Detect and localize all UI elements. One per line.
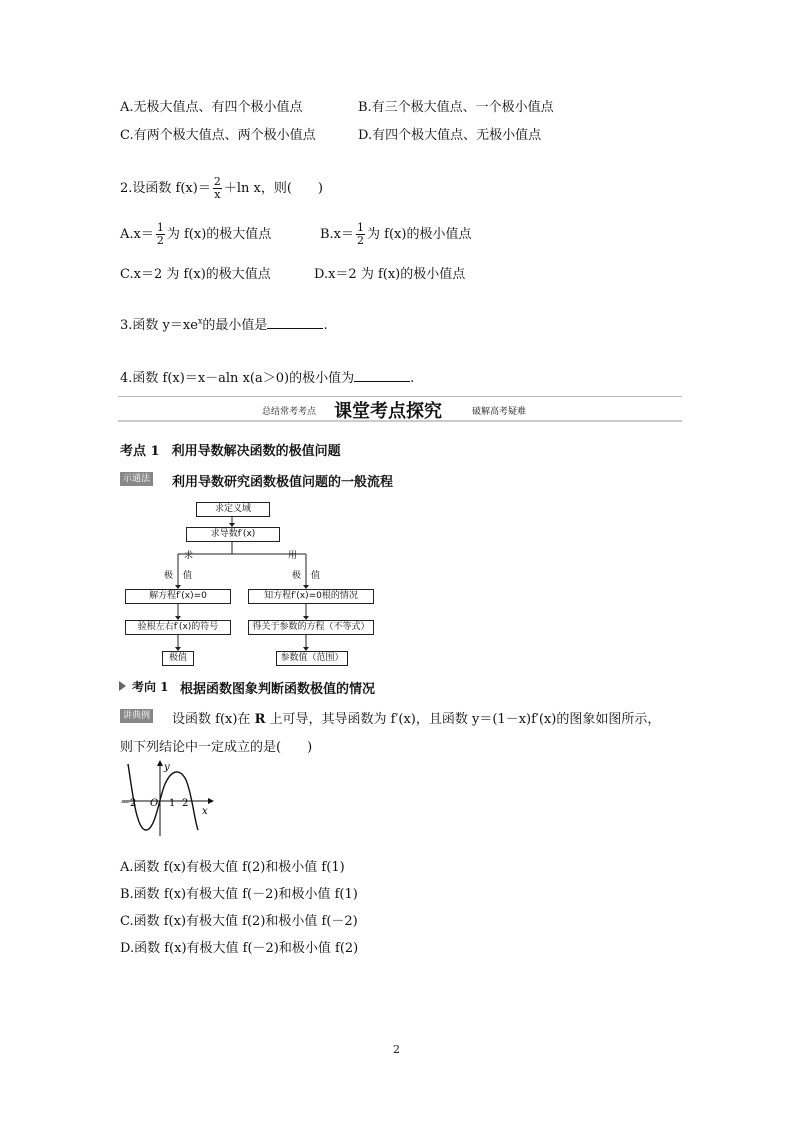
function-graph [118, 758, 218, 838]
q3-sup: x [197, 316, 203, 326]
flow-label-right-ji: 极 [292, 571, 302, 581]
x-label: x [202, 806, 208, 817]
flow-box-root-situation: 知方程f′(x)=0根的情况 [248, 589, 374, 604]
page-number: 2 [393, 1043, 400, 1056]
q1-option-d: D.有四个极大值点、无极小值点 [358, 128, 542, 143]
flow-label-right-zhi: 值 [311, 571, 321, 581]
example-line1-pre: 设函数 f(x)在 [172, 712, 255, 727]
q4-end: . [410, 371, 415, 386]
q4-answer-blank[interactable] [354, 369, 410, 382]
q4-pre: 4.函数 f(x)＝x－aln x(a＞0)的极小值为 [120, 371, 355, 386]
flow-box-solve-equation: 解方程f′(x)=0 [125, 589, 231, 604]
q2-option-b-pre: B.x＝ [320, 227, 355, 242]
tick-1: 1 [169, 798, 176, 809]
banner-title: 课堂考点探究 [334, 401, 442, 422]
q3-pre: 3.函数 y＝xe [120, 318, 198, 333]
x-axis-arrow [208, 798, 214, 804]
example-option-d: D.函数 f(x)有极大值 f(－2)和极小值 f(2) [120, 941, 359, 956]
flow-label-qiu: 求 [184, 551, 194, 561]
flow-box-param-equation: 得关于参数的方程（不等式） [248, 620, 374, 635]
banner-right-text: 破解高考疑难 [472, 407, 527, 417]
tick-neg2: －2 [120, 798, 137, 809]
q1-option-c: C.有两个极大值点、两个极小值点 [120, 128, 316, 143]
example-option-b: B.函数 f(x)有极大值 f(－2)和极小值 f(1) [120, 887, 358, 902]
banner-left-text: 总结常考考点 [262, 407, 317, 417]
flow-label-left-ji: 极 [164, 571, 174, 581]
kaoxiang-title: 根据函数图象判断函数极值的情况 [180, 682, 376, 697]
q3-stem [120, 314, 328, 333]
flow-box-check-sign: 验根左右f′(x)的符号 [125, 620, 231, 635]
q2-option-a [120, 222, 271, 247]
kaodian-label: 考点 1 [120, 444, 160, 459]
q2-option-a-pre: A.x＝ [120, 227, 154, 242]
q4-stem [120, 367, 414, 386]
example-line1 [172, 708, 660, 727]
banner-bottom-rule [118, 420, 682, 422]
q2-fraction [213, 176, 222, 201]
q3-end: . [323, 318, 328, 333]
q2-frac-num: 2 [213, 175, 221, 188]
example-option-c: C.函数 f(x)有极大值 f(2)和极小值 f(－2) [120, 914, 358, 929]
kaoxiang-arrow-icon [118, 680, 128, 692]
flow-label-yong: 用 [288, 551, 298, 561]
kaoxiang-label: 考向 1 [132, 680, 169, 694]
flow-box-derivative: 求导数f′(x) [186, 527, 280, 542]
flow-box-param-range: 参数值（范围） [276, 651, 348, 666]
q2-stem-pre: 2.设函数 f(x)＝ [120, 181, 211, 196]
flowchart-connectors [120, 498, 420, 670]
example-line1-post: 上可导，其导函数为 f′(x)，且函数 y＝(1－x)f′(x)的图象如图所示， [265, 712, 661, 727]
example-line2: 则下列结论中一定成立的是( ) [120, 740, 313, 755]
kaodian-title: 利用导数解决函数的极值问题 [171, 444, 341, 459]
tick-2: 2 [182, 798, 189, 809]
example-icon: 讲典例 [120, 709, 153, 723]
kaodian-heading [120, 440, 341, 459]
tongfa-icon: 示通法 [120, 472, 153, 486]
q1-option-b: B.有三个极大值点、一个极小值点 [358, 100, 554, 115]
q3-answer-blank[interactable] [267, 316, 323, 329]
y-label: y [164, 762, 170, 773]
tick-origin: O [150, 798, 159, 809]
q2-option-c: C.x＝2 为 f(x)的极大值点 [120, 267, 271, 282]
q2-option-b [320, 222, 471, 247]
example-line1-R: R [254, 712, 266, 727]
q2-option-a-frac [156, 222, 165, 247]
q1-option-a: A.无极大值点、有四个极小值点 [120, 100, 303, 115]
flow-box-domain: 求定义域 [196, 502, 270, 517]
q2-option-b-frac [356, 222, 365, 247]
y-axis-arrow [157, 760, 163, 766]
q2-stem [120, 176, 323, 201]
example-option-a: A.函数 f(x)有极大值 f(2)和极小值 f(1) [120, 860, 345, 875]
q2-frac-den: x [214, 188, 221, 201]
q2-stem-post: ＋ln x，则( ) [223, 181, 323, 196]
flow-box-extreme-value: 极值 [162, 651, 194, 666]
q2-option-d: D.x＝2 为 f(x)的极小值点 [314, 267, 466, 282]
q2-option-b-num: 1 [357, 221, 365, 234]
q2-option-a-post: 为 f(x)的极大值点 [166, 227, 272, 242]
curve [128, 764, 198, 830]
tongfa-title: 利用导数研究函数极值问题的一般流程 [172, 475, 394, 490]
q2-option-b-post: 为 f(x)的极小值点 [367, 227, 472, 242]
flow-label-left-zhi: 值 [183, 571, 193, 581]
q2-option-a-den: 2 [156, 234, 164, 247]
q3-post: 的最小值是 [202, 318, 268, 333]
q2-option-a-num: 1 [156, 221, 164, 234]
q2-option-b-den: 2 [357, 234, 365, 247]
